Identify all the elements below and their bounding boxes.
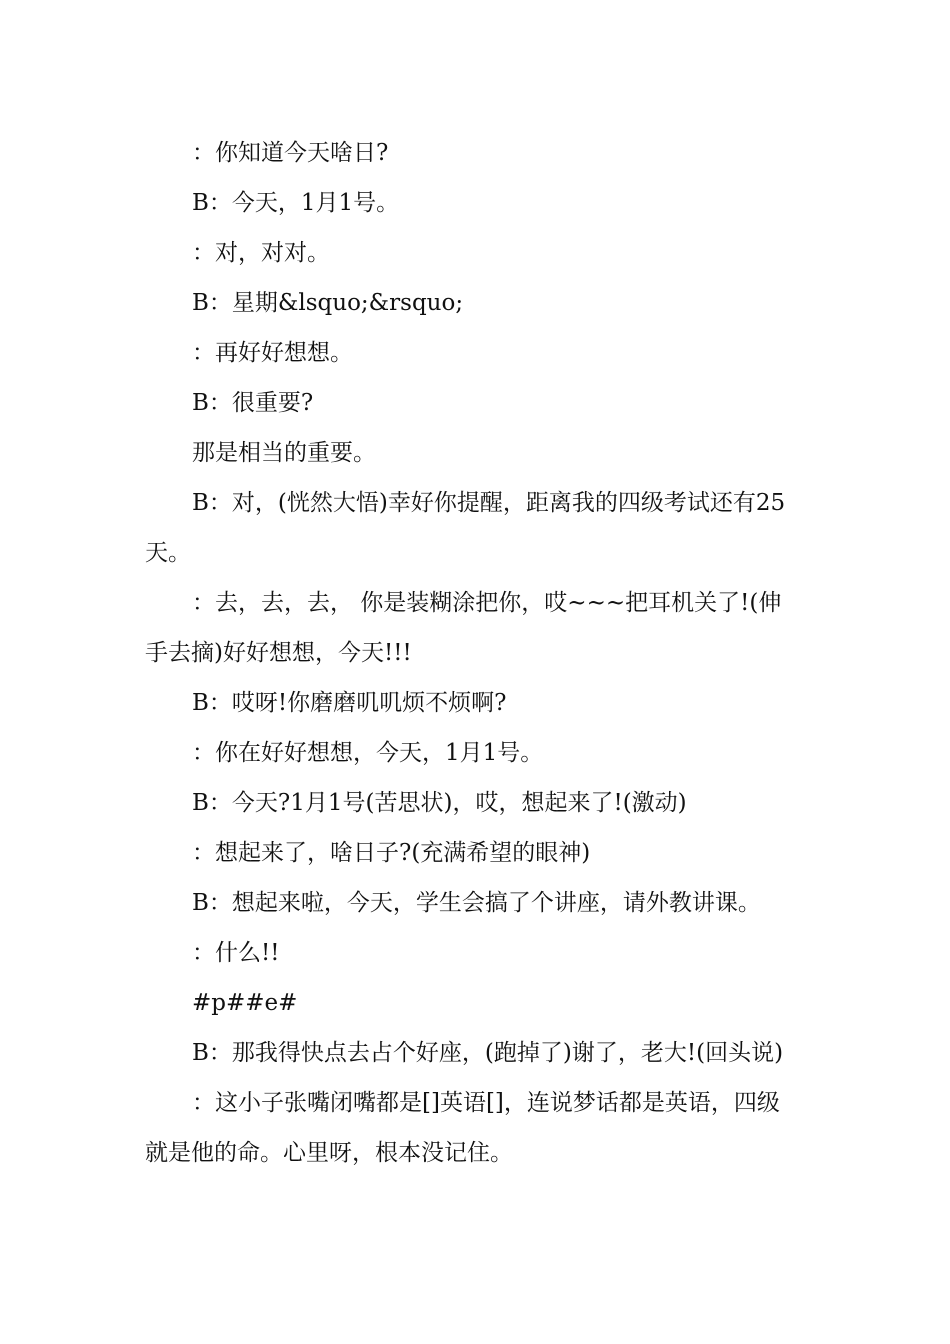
paragraph-15: ：什么!! — [192, 940, 280, 966]
paragraph-1: ：你知道今天啥日? — [192, 140, 389, 166]
paragraph-16: #p##e# — [192, 990, 298, 1016]
paragraph-10: B：哎呀!你磨磨叽叽烦不烦啊? — [192, 690, 507, 716]
paragraph-3: ：对，对对。 — [192, 240, 330, 266]
paragraph-4: B：星期&lsquo;&rsquo; — [192, 290, 464, 316]
paragraph-18: ：这小子张嘴闭嘴都是[]英语[]，连说梦话都是英语，四级就是他的命。心里呀，根本没记住。 — [145, 1090, 780, 1166]
paragraph-7: 那是相当的重要。 — [192, 440, 376, 466]
paragraph-2: B：今天，1月1号。 — [192, 190, 400, 216]
paragraph-8: B：对，(恍然大悟)幸好你提醒，距离我的四级考试还有25天。 — [145, 490, 786, 566]
paragraph-12: B：今天?1月1号(苦思状)，哎，想起来了!(激动) — [192, 790, 687, 816]
paragraph-5: ：再好好想想。 — [192, 340, 353, 366]
paragraph-6: B：很重要? — [192, 390, 314, 416]
document-body — [145, 128, 795, 1178]
paragraph-11: ：你在好好想想，今天，1月1号。 — [192, 740, 544, 766]
paragraph-17: B：那我得快点去占个好座，(跑掉了)谢了，老大!(回头说) — [192, 1040, 784, 1066]
paragraph-9: ：去，去，去， 你是装糊涂把你，哎~~~把耳机关了!(伸手去摘)好好想想，今天!!! — [145, 590, 782, 666]
paragraph-14: B：想起来啦，今天，学生会搞了个讲座，请外教讲课。 — [192, 890, 761, 916]
paragraph-13: ：想起来了，啥日子?(充满希望的眼神) — [192, 840, 591, 866]
